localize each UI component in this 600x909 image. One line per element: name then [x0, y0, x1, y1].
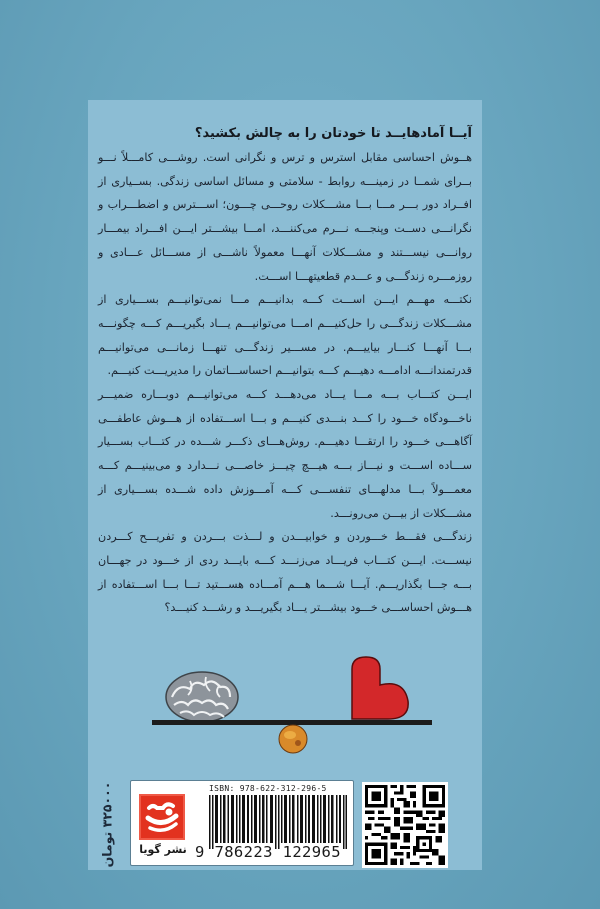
isbn-label: ISBN: 978-622-312-296-5 — [209, 784, 327, 793]
price-label: ۳۲۵۰۰۰ تومان — [99, 781, 115, 867]
headline: آیــا آمادهایــد تا خودتان را به چالش بکشید؟ — [194, 126, 472, 141]
brain-icon — [166, 672, 238, 722]
back-cover-panel — [88, 100, 482, 870]
heart-icon — [352, 657, 408, 719]
barcode-icon — [209, 795, 347, 849]
ean-digits: 9 786223 122965 — [195, 843, 341, 861]
publisher-name: نشر گویا — [139, 843, 187, 856]
blurb-text — [98, 122, 472, 620]
stone-fulcrum-icon — [279, 725, 307, 753]
barcode-box — [130, 780, 354, 866]
balance-beam — [152, 720, 432, 725]
paragraph-3: ایـــن کتـــاب بـــه مـــا یـــاد می‌دهـــد کـــه می‌توانیـــم دوبـــاره ضمیـــر ناخـــودگاه خـــود را کـــد بنـــدی کنیـــم و بـــا اســـتفاده از هـــوش عاطفـــی آگاهـــی خـــود را ارتقـــا دهیـــم. روش‌هـــای ذکـــر شـــده در کتـــاب بســـیار ســـاده اســـت و نیـــاز بـــه هیـــچ چیـــز خاصـــی نـــدارد و می‌بینیـــم کـــه معمـــولاً بـــا مدلهـــای تنفســـی کـــه آمـــوزش داده شـــده بســـیاری از مشـــکلات از بیـــن می‌رونـــد. — [98, 388, 472, 520]
qr-code-icon — [362, 782, 448, 868]
publisher-logo-icon — [139, 794, 185, 840]
brain-heart-balance-illustration — [150, 655, 440, 755]
paragraph-2: نکتـــه مهـــم ایـــن اســـت کـــه بدانیـــم مـــا نمی‌توانیـــم بســـیاری از مشـــکلات زندگـــی را حل‌کنیـــم امـــا می‌توانیـــم یـــاد بگیریـــم کـــه چگونـــه بـــا آنهـــا کنـــار بیاییـــم. در مســـیر زندگـــی تنهـــا زمانـــی می‌توانیـــم قدرتمندانـــه ادامـــه دهیـــم کـــه بتوانیـــم احساســـاتمان را مدیریـــت کنیـــم. — [98, 293, 472, 378]
paragraph-1: هــوش احساسی مقابل استرس و ترس و نگرانی است. روشـــی کامـــلاً نـــو بــرای شمــا در زمینـــه روابط - سلامتی و مسائل اساسی زندگی. بســیاری از افــراد دور بـــر مـــا بـــا مشـــکلات روحـــی چـــون؛ اســـترس و اضطـــراب و نگرانـــی دســت وپنجـــه نـــرم می‌کننـــد، امـــا بیشـــتر ایـــن افـــراد بیمـــار روانـــی نیســـتند و مشـــکلات آنهـــا معمولاً ناشـــی از مســـائل عـــادی و روزمـــره زندگـــی و عـــدم قطعیتهـــا اســـت. — [98, 151, 472, 283]
paragraph-4: زندگـــی فقـــط خـــوردن و خوابیـــدن و لـــذت بـــردن و تفریـــح کـــردن نیســـت. ایـــن کتـــاب فریـــاد می‌زنـــد کـــه بایـــد ردی از خـــود در جهـــان بـــه جـــا بگذاریـــم. آیـــا شـــما هـــم آمـــاده هســـتید تـــا بـــا اســـتفاده از هـــوش احساســـی خـــود بیشـــتر یـــاد بگیریـــد و رشـــد کنیـــد؟ — [98, 530, 472, 615]
